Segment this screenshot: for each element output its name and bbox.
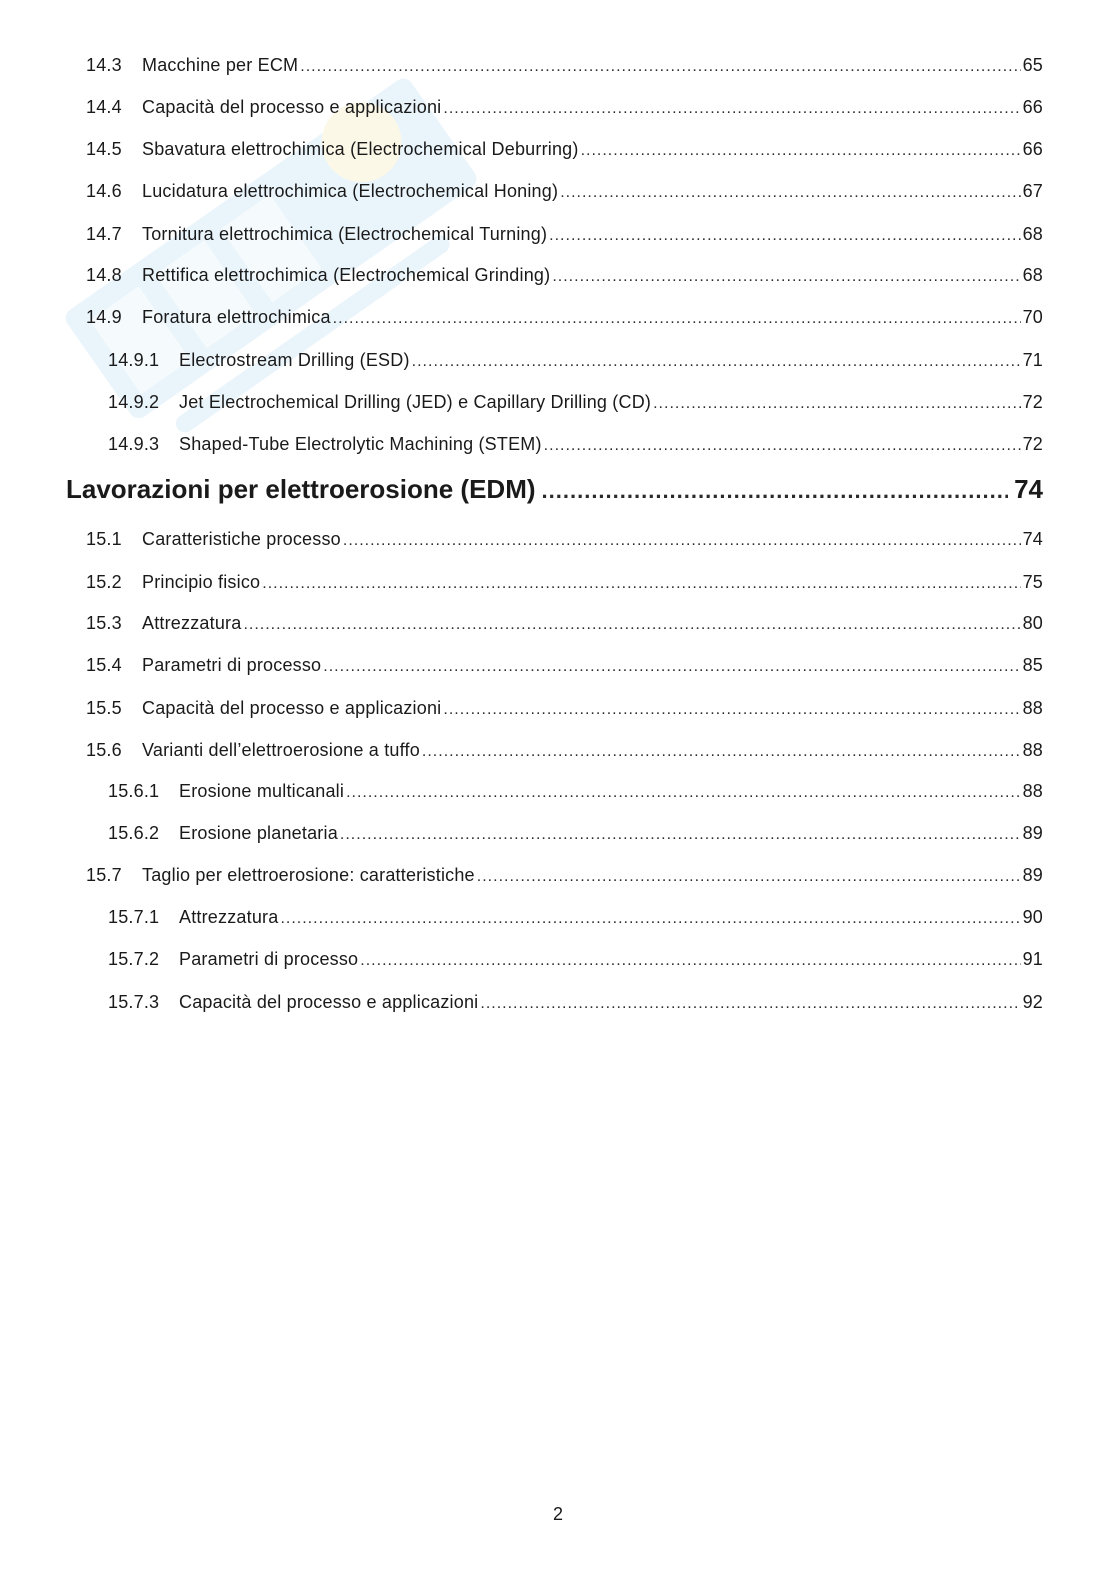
- dot-leader: [560, 184, 1020, 202]
- toc-entry-15-5[interactable]: [66, 698, 1043, 728]
- toc-entry-title: Taglio per elettroerosione: caratteristiche: [142, 865, 475, 885]
- toc-entry-number: 14.5: [86, 139, 122, 159]
- toc-entry-title: Parametri di processo: [179, 949, 359, 969]
- toc-chapter-page: 74: [1014, 474, 1043, 504]
- toc-entry-15-4[interactable]: [66, 655, 1043, 685]
- toc-entry-15-7[interactable]: [66, 865, 1043, 895]
- toc-entry-number: 15.7: [86, 865, 122, 885]
- toc-entry-page: 71: [1022, 350, 1043, 370]
- toc-entry-14-9[interactable]: [66, 307, 1043, 337]
- toc-entry-number: 15.4: [86, 655, 122, 675]
- toc-entry-page: 70: [1022, 307, 1043, 327]
- toc-entry-number: 14.6: [86, 181, 122, 201]
- toc-entry-15-3[interactable]: [66, 613, 1043, 643]
- toc-entry-page: 66: [1022, 97, 1043, 117]
- toc-entry-title: Attrezzatura: [179, 907, 279, 927]
- toc-entry-number: 14.7: [86, 224, 122, 244]
- toc-entry-number: 14.8: [86, 265, 122, 285]
- toc-entry-number: 15.2: [86, 572, 122, 592]
- toc-entry-page: 80: [1022, 613, 1043, 633]
- toc-entry-14-5[interactable]: [66, 139, 1043, 169]
- toc-entry-title: Sbavatura elettrochimica (Electrochemical Deburring): [142, 139, 579, 159]
- dot-leader: [300, 58, 1020, 76]
- toc-entry-number: 15.7.1: [108, 907, 160, 927]
- dot-leader: [360, 952, 1020, 970]
- toc-entry-page: 65: [1022, 55, 1043, 75]
- toc-entry-number: 15.5: [86, 698, 122, 718]
- toc-chapter-edm[interactable]: [66, 474, 1043, 514]
- toc-entry-number: 14.3: [86, 55, 122, 75]
- toc-entry-title: Erosione planetaria: [179, 823, 338, 843]
- toc-entry-number: 15.6.1: [108, 781, 160, 801]
- toc-entry-page: 72: [1022, 434, 1043, 454]
- page-number: 2: [552, 1504, 563, 1524]
- toc-entry-14-8[interactable]: [66, 265, 1043, 295]
- dot-leader: [552, 268, 1020, 286]
- toc-entry-title: Varianti dell’elettroerosione a tuffo: [142, 740, 420, 760]
- toc-entry-number: 14.4: [86, 97, 122, 117]
- dot-leader: [323, 658, 1020, 676]
- toc-entry-15-6[interactable]: [66, 740, 1043, 770]
- toc-entry-page: 74: [1022, 529, 1043, 549]
- toc-entry-15-7-2[interactable]: [66, 949, 1043, 979]
- dot-leader: [443, 701, 1020, 719]
- toc-entry-title: Lucidatura elettrochimica (Electrochemical Honing): [142, 181, 559, 201]
- dot-leader: [262, 575, 1020, 593]
- dot-leader: [243, 616, 1020, 634]
- toc-entry-14-7[interactable]: [66, 224, 1043, 254]
- toc-entry-number: 15.3: [86, 613, 122, 633]
- toc-entry-title: Capacità del processo e applicazioni: [142, 698, 442, 718]
- toc-entry-14-4[interactable]: [66, 97, 1043, 127]
- dot-leader: [340, 826, 1021, 844]
- toc-chapter-title: Lavorazioni per elettroerosione (EDM): [66, 474, 536, 504]
- toc-entry-page: 90: [1022, 907, 1043, 927]
- dot-leader: [280, 910, 1020, 928]
- toc-entry-title: Parametri di processo: [142, 655, 322, 675]
- toc-entry-page: 67: [1022, 181, 1043, 201]
- toc-entry-title: Capacità del processo e applicazioni: [142, 97, 442, 117]
- toc-entry-page: 92: [1022, 992, 1043, 1012]
- toc-entry-15-1[interactable]: [66, 529, 1043, 559]
- dot-leader: [343, 532, 1021, 550]
- dot-leader: [412, 353, 1021, 371]
- toc-entry-title: Capacità del processo e applicazioni: [179, 992, 479, 1012]
- toc-entry-number: 14.9: [86, 307, 122, 327]
- toc-entry-14-3[interactable]: [66, 55, 1043, 85]
- toc-entry-number: 15.6.2: [108, 823, 160, 843]
- toc-entry-15-6-1[interactable]: [66, 781, 1043, 811]
- toc-entry-15-2[interactable]: [66, 572, 1043, 602]
- toc-entry-title: Caratteristiche processo: [142, 529, 341, 549]
- dot-leader: [653, 395, 1020, 413]
- toc-entry-title: Macchine per ECM: [142, 55, 299, 75]
- toc-entry-15-6-2[interactable]: [66, 823, 1043, 853]
- toc-entry-title: Erosione multicanali: [179, 781, 345, 801]
- toc-entry-title: Electrostream Drilling (ESD): [179, 350, 410, 370]
- dot-leader: [443, 100, 1020, 118]
- toc-entry-number: 14.9.2: [108, 392, 160, 412]
- toc-entry-page: 89: [1022, 823, 1043, 843]
- toc-entry-title: Attrezzatura: [142, 613, 242, 633]
- toc-entry-title: Principio fisico: [142, 572, 261, 592]
- toc-entry-14-9-1[interactable]: [66, 350, 1043, 380]
- dot-leader: [480, 995, 1020, 1013]
- toc-entry-number: 15.7.3: [108, 992, 160, 1012]
- dot-leader: [346, 784, 1021, 802]
- toc-entry-number: 15.1: [86, 529, 122, 549]
- dot-leader: [542, 478, 1009, 504]
- toc-entry-page: 68: [1022, 224, 1043, 244]
- toc-entry-page: 68: [1022, 265, 1043, 285]
- toc-entry-page: 72: [1022, 392, 1043, 412]
- toc-entry-page: 88: [1022, 781, 1043, 801]
- toc-entry-page: 91: [1022, 949, 1043, 969]
- dot-leader: [477, 868, 1021, 886]
- toc-entry-number: 15.6: [86, 740, 122, 760]
- toc-entry-page: 88: [1022, 740, 1043, 760]
- dot-leader: [422, 743, 1021, 761]
- toc-entry-page: 89: [1022, 865, 1043, 885]
- toc-entry-number: 14.9.3: [108, 434, 160, 454]
- toc-entry-14-9-2[interactable]: [66, 392, 1043, 422]
- toc-entry-page: 88: [1022, 698, 1043, 718]
- toc-entry-title: Shaped-Tube Electrolytic Machining (STEM): [179, 434, 542, 454]
- toc-entry-title: Foratura elettrochimica: [142, 307, 331, 327]
- dot-leader: [333, 310, 1021, 328]
- dot-leader: [581, 142, 1021, 160]
- toc-entry-15-7-1[interactable]: [66, 907, 1043, 937]
- toc-entry-page: 85: [1022, 655, 1043, 675]
- toc-entry-14-6[interactable]: [66, 181, 1043, 211]
- toc-entry-14-9-3[interactable]: [66, 434, 1043, 464]
- toc-entry-15-7-3[interactable]: [66, 992, 1043, 1022]
- toc-entry-title: Jet Electrochemical Drilling (JED) e Capillary Drilling (CD): [179, 392, 652, 412]
- toc-entry-page: 75: [1022, 572, 1043, 592]
- toc-entry-title: Rettifica elettrochimica (Electrochemical Grinding): [142, 265, 551, 285]
- toc-entry-page: 66: [1022, 139, 1043, 159]
- toc-entry-title: Tornitura elettrochimica (Electrochemical Turning): [142, 224, 548, 244]
- dot-leader: [544, 437, 1021, 455]
- toc-entry-number: 15.7.2: [108, 949, 160, 969]
- dot-leader: [549, 227, 1020, 245]
- toc-entry-number: 14.9.1: [108, 350, 160, 370]
